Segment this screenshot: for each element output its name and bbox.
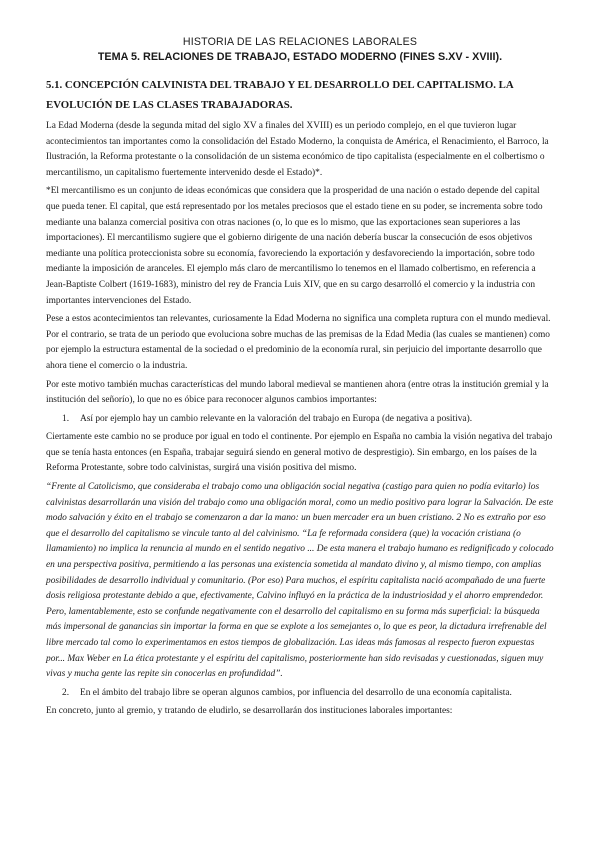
list-item-2 [62,686,554,702]
paragraph-mercantilism-note: *El mercantilismo es un conjunto de ideas económicas que considera que la prosperidad de una nación o estado depende del capital que pueda tener. El capital, que está representado por los metales preciosos que el estado tiene en su poder, se incrementa sobre todo mediante una balanza comercial positiva con otras naciones (o, lo que es lo mismo, que las exportaciones sean superiores a las importaciones). El mercantilismo sugiere que el gobierno dirigente de una nación debería buscar la consecución de esos objetivos mediante una política proteccionista sobre su economía, favoreciendo la exportación y desfavoreciendo la importación, sobre todo mediante la imposición de aranceles. El ejemplo más claro de mercantilismo lo tenemos en el llamado colbertismo, en referencia a Jean-Baptiste Colbert (1619-1683), ministro del rey de Francia Luis XIV, que en su cargo desarrolló el comercio y la industria con importantes intervenciones del Estado. [46,186,543,306]
list-number: 2. [62,687,70,698]
list-item-1 [62,412,554,428]
list-number: 1. [62,413,70,424]
course-header: HISTORIA DE LAS RELACIONES LABORALES [182,36,418,48]
paragraph-intro: La Edad Moderna (desde la segunda mitad del siglo XV a finales del XVIII) es un periodo complejo, en el que tuvieron lugar acontecimientos tan importantes como la consolidación del Estado Moderno, la conquista de América, el Renacimiento, el Barroco, la Ilustración, la Reforma protestante o la consolidación de un sistema económico de tipo capitalista (especialmente en el colbertismo o mercantilismo, un capitalismo fuertemente intervenido desde el Estado)*. [46,121,549,178]
paragraph-spain-reform: Ciertamente este cambio no se produce por igual en todo el continente. Por ejemplo en España no cambia la visión negativa del trabajo que se tenía hasta entonces (en España, trabajar seguirá siendo en general motivo de desprestigio). Sin embargo, en los países de la Reforma Protestante, sobre todo calvinistas, surgirá una visión positiva del mismo. [46,432,553,474]
paragraph-changes-intro: Por este motivo también muchas características del mundo laboral medieval se mantienen ahora (entre otras la institución gremial y la institución del señorío), lo que no es óbice para reconocer algunos cambios importantes: [46,379,549,406]
topic-title: TEMA 5. RELACIONES DE TRABAJO, ESTADO MODERNO (FINES S.XV - XVIII). [97,51,503,63]
quote-calvinism: “Frente al Catolicismo, que consideraba el trabajo como una obligación social negativa (castigo para quien no podía evitarlo) los calvinistas desarrollarán una visión del trabajo como una obligación moral, como un medio positivo para lograr la Salvación. De este modo salvación y éxito en el trabajo se comenzaron a dar la mano: un buen mercader era un buen cristiano. 2 No es extraño por eso que el desarrollo del capitalismo se vincule tanto al del calvinismo. “La fe reformada considera (que) la vocación cristiana (o llamamiento) no implica la renuncia al mundo en el sentido negativo ... De esta manera el trabajo humano es redignificado y colocado en una perspectiva positiva, permitiendo a las personas una existencia sometida al mandato divino y, al mismo tiempo, con amplias posibilidades de desarrollo individual y comunitario. (Por eso) Para muchos, el espíritu capitalista nació acompañado de una fuerte dosis religiosa protestante debido a que, efectivamente, Calvino influyó en la práctica de la industriosidad y el ahorro emprendedor. Pero, lamentablemente, esto se confunde negativamente con el desarrollo del capitalismo en su forma más superficial: la búsqueda más impersonal de ganancias sin importar la forma en que se explote a los semejantes o, lo que es peor, la dictadura irrefrenable del libre mercado tal como lo experimentamos en estos tiempos de globalización. Las ideas más famosas al respecto fueron expuestas por... Max Weber en La ética protestante y el espíritu del capitalismo, posteriormente han sido revisadas y cuestionadas, siguen muy vivas y mucha gente las repite sin conocerlas en profundidad”. [46,482,554,680]
paragraph-institutions: En concreto, junto al gremio, y tratando de eludirlo, se desarrollarán dos instituciones laborales importantes: [46,706,453,717]
paragraph-continuity: Pese a estos acontecimientos tan relevantes, curiosamente la Edad Moderna no significa una completa ruptura con el mundo medieval. Por el contrario, se trata de un periodo que evoluciona sobre muchas de las premisas de la Edad Media (las cuales se mantienen) como por ejemplo la estructura estamental de la sociedad o el predominio de la economía rural, sin perjuicio del importante desarrollo que ahora tiene el comercio o la industria. [46,314,551,371]
list-text: En el ámbito del trabajo libre se operan algunos cambios, por influencia del desarrollo de una economía capitalista. [80,687,512,698]
section-title: 5.1. CONCEPCIÓN CALVINISTA DEL TRABAJO Y EL DESARROLLO DEL CAPITALISMO. LA EVOLUCIÓN DE LAS CLASES TRABAJADORAS. [46,79,514,111]
list-text: Así por ejemplo hay un cambio relevante en la valoración del trabajo en Europa (de negativa a positiva). [80,413,473,424]
